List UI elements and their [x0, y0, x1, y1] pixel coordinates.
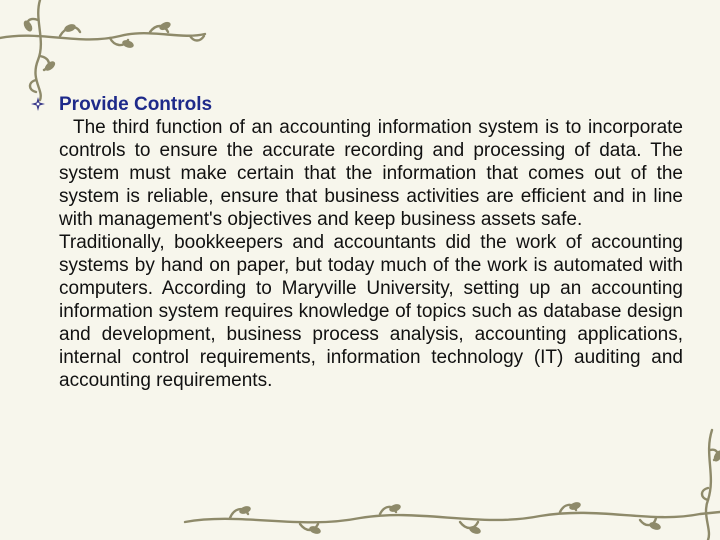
paragraph-automation: Traditionally, bookkeepers and accountants did the work of accounting systems by hand on paper, but today much of the work is automated with computers. According to Maryville University, setting up an accounting information system requires knowledge of topics such as database design and development, business process analysis, accounting applications, internal control requirements, information technology (IT) auditing and accounting requirements.	[59, 232, 683, 391]
slide-heading: Provide Controls	[59, 94, 213, 115]
slide-content	[59, 93, 683, 392]
paragraph-provide-controls: The third function of an accounting information system is to incorporate controls to ensure the accurate recording and processing of data. The system must make certain that the information that comes out of the system is reliable, ensure that business activities are efficient and in line with management's objectives and keep business assets safe.	[59, 117, 683, 230]
diamond-sparkle-bullet-icon	[30, 96, 46, 112]
